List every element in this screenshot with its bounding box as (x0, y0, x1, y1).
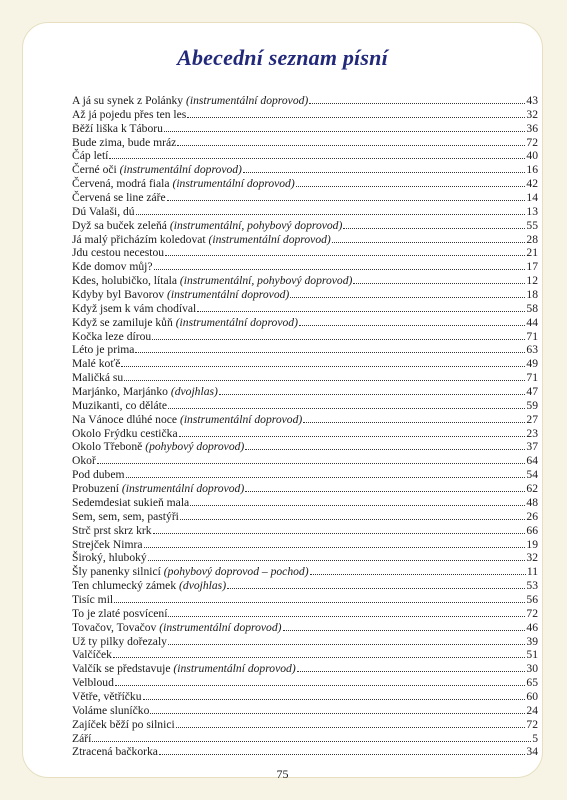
song-page-number: 62 (526, 482, 538, 496)
dot-leader (154, 269, 526, 270)
song-title: Když se zamiluje kůň (72, 315, 173, 329)
song-title: Černé oči (72, 163, 117, 177)
dot-leader (92, 741, 531, 742)
song-page-number: 59 (526, 398, 538, 412)
list-item (72, 136, 538, 150)
list-item (72, 233, 538, 247)
song-title: Běží liška k Táboru (72, 121, 163, 135)
song-title: Ztracená bačkorka (72, 745, 158, 759)
song-page-number: 55 (526, 218, 538, 232)
dot-leader (343, 228, 525, 229)
song-page-number: 26 (526, 509, 538, 523)
list-item (72, 662, 538, 676)
list-item (72, 704, 538, 718)
dot-leader (143, 699, 526, 700)
song-note: (instrumentální doprovod) (172, 177, 295, 191)
dot-leader (219, 394, 526, 395)
list-item (72, 385, 538, 399)
page-number: 75 (276, 767, 289, 781)
song-title: Kdes, holubičko, lítala (72, 274, 177, 288)
song-title: Okolo Třeboně (72, 440, 143, 454)
song-title: Větře, větříčku (72, 689, 142, 703)
list-item (72, 468, 538, 482)
song-page-number: 65 (526, 676, 538, 690)
song-page-number: 71 (526, 329, 538, 343)
dot-leader (114, 602, 525, 603)
song-title: Malé koťě (72, 357, 121, 371)
song-page-number: 42 (526, 177, 538, 191)
dot-leader (243, 172, 525, 173)
song-note: (instrumentální doprovod) (179, 412, 303, 426)
list-item (72, 357, 538, 371)
dot-leader (290, 297, 525, 298)
list-item (72, 399, 538, 413)
song-title: Červená se line záře (72, 191, 166, 205)
song-title: Bude zima, bude mráz (72, 135, 177, 149)
song-page-number: 49 (526, 357, 538, 371)
song-page-number: 56 (526, 592, 538, 606)
dot-leader (245, 449, 525, 450)
list-item (72, 274, 538, 288)
dot-leader (197, 311, 525, 312)
song-note: (instrumentální, pohybový doprovod) (179, 274, 353, 288)
song-page-number: 72 (526, 135, 538, 149)
song-note: (instrumentální doprovod) (208, 232, 331, 246)
song-note: (instrumentální doprovod) (173, 662, 296, 676)
song-page-number: 27 (526, 412, 538, 426)
dot-leader (159, 754, 525, 755)
song-title: Léto je prima (72, 343, 135, 357)
song-title: Marjánko, Marjánko (72, 385, 168, 399)
list-item (72, 524, 538, 538)
song-page-number: 11 (526, 565, 538, 579)
song-title: Široký, hluboký (72, 551, 147, 565)
dot-leader (167, 200, 526, 201)
dot-leader (353, 283, 525, 284)
list-item (72, 205, 538, 219)
song-title: Čáp letí (72, 149, 109, 163)
song-title: Kdyby byl Bavorov (72, 288, 165, 302)
song-title: Maličká su (72, 371, 124, 385)
song-title: A já su synek z Polánky (72, 94, 184, 107)
song-title: Strejček Nimra (72, 537, 143, 551)
song-page-number: 66 (526, 523, 538, 537)
song-note: (instrumentální doprovod) (167, 288, 290, 302)
song-note: (instrumentální doprovod) (175, 315, 298, 329)
song-page-number: 47 (526, 385, 538, 399)
list-item (72, 745, 538, 759)
list-item (72, 482, 538, 496)
list-item (72, 690, 538, 704)
dot-leader (299, 325, 525, 326)
song-title: Kde domov můj? (72, 260, 153, 274)
song-title: Já malý přicházím koledovat (72, 232, 206, 246)
list-item (72, 177, 538, 191)
dot-leader (309, 103, 525, 104)
dot-leader (126, 477, 526, 478)
song-page-number: 21 (526, 246, 538, 260)
list-item (72, 607, 538, 621)
list-item (72, 94, 538, 108)
list-item (72, 330, 538, 344)
dot-leader (187, 117, 525, 118)
song-page-number: 12 (526, 274, 538, 288)
song-title: Probuzení (72, 482, 120, 496)
dot-leader (245, 491, 525, 492)
song-title: Okoř (72, 454, 96, 468)
list-item (72, 718, 538, 732)
song-note: (instrumentální doprovod) (119, 163, 242, 177)
song-note: (instrumentální doprovod) (121, 482, 245, 496)
song-note: (dvojhlas) (179, 579, 227, 593)
dot-leader (168, 644, 525, 645)
dot-leader (176, 727, 526, 728)
dot-leader (121, 366, 525, 367)
dot-leader (310, 574, 526, 575)
list-item (72, 343, 538, 357)
song-page-number: 43 (526, 94, 538, 107)
dot-leader (115, 685, 526, 686)
song-title: Až já pojedu přes ten les (72, 107, 187, 121)
song-page-number: 46 (526, 620, 538, 634)
dot-leader (150, 713, 525, 714)
dot-leader (153, 533, 526, 534)
song-note: (instrumentální, pohybový doprovod) (169, 218, 343, 232)
song-title: Sedemdesiat sukieň mala (72, 495, 190, 509)
song-title: Šly panenky silnicí (72, 565, 161, 579)
list-item (72, 316, 538, 330)
song-page-number: 5 (532, 731, 538, 745)
list-item (72, 648, 538, 662)
list-item (72, 732, 538, 746)
dot-leader (165, 255, 525, 256)
song-page-number: 53 (526, 579, 538, 593)
song-note: (pohybový doprovod) (145, 440, 245, 454)
list-item (72, 246, 538, 260)
dot-leader (296, 186, 526, 187)
list-item (72, 635, 538, 649)
song-note: (pohybový doprovod – pochod) (163, 565, 309, 579)
document-page (22, 22, 543, 781)
song-note: (dvojhlas) (170, 385, 218, 399)
song-title: Červená, modrá fiala (72, 177, 170, 191)
dot-leader (283, 630, 526, 631)
dot-leader (177, 145, 525, 146)
song-page-number: 48 (526, 495, 538, 509)
dot-leader (227, 588, 525, 589)
song-page-number: 28 (526, 232, 538, 246)
song-page-number: 58 (526, 301, 538, 315)
song-title: Velbloud (72, 676, 114, 690)
song-page-number: 44 (526, 315, 538, 329)
dot-leader (168, 408, 525, 409)
dot-leader (180, 519, 525, 520)
song-page-number: 72 (526, 606, 538, 620)
song-title: Valčík se představuje (72, 662, 171, 676)
song-page-number: 36 (526, 121, 538, 135)
dot-leader (152, 339, 525, 340)
list-item (72, 191, 538, 205)
song-title: Už ty pilky dořezaly (72, 634, 167, 648)
dot-leader (135, 352, 525, 353)
song-page-number: 54 (526, 468, 538, 482)
list-item (72, 122, 538, 136)
song-title: Zajíček běží po silnici (72, 717, 175, 731)
song-page-number: 17 (526, 260, 538, 274)
list-item (72, 551, 538, 565)
song-title: To je zlaté posvícení (72, 606, 168, 620)
song-title: Valčíček (72, 648, 112, 662)
song-page-number: 51 (526, 648, 538, 662)
song-title: Strč prst skrz krk (72, 523, 152, 537)
song-page-number: 14 (526, 191, 538, 205)
list-item (72, 163, 538, 177)
list-item (72, 496, 538, 510)
list-item (72, 413, 538, 427)
song-page-number: 37 (526, 440, 538, 454)
song-page-number: 16 (526, 163, 538, 177)
song-title: Dyž sa buček zeleňá (72, 218, 167, 232)
song-page-number: 71 (526, 371, 538, 385)
list-item (72, 302, 538, 316)
song-page-number: 34 (526, 745, 538, 759)
song-page-number: 64 (526, 454, 538, 468)
dot-leader (190, 505, 525, 506)
song-note: (instrumentální doprovod) (159, 620, 282, 634)
song-page-number: 18 (526, 288, 538, 302)
dot-leader (113, 657, 525, 658)
dot-leader (179, 436, 526, 437)
song-note: (instrumentální doprovod) (186, 94, 309, 107)
song-page-number: 19 (526, 537, 538, 551)
list-item (72, 440, 538, 454)
dot-leader (168, 616, 525, 617)
song-title: Okolo Frýdku cestička (72, 426, 178, 440)
list-item (72, 510, 538, 524)
song-title: Pod dubem (72, 468, 125, 482)
dot-leader (148, 560, 526, 561)
song-title: Září (72, 731, 92, 745)
song-title: Tovačov, Tovačov (72, 620, 157, 634)
list-item (72, 260, 538, 274)
dot-leader (144, 547, 526, 548)
list-item (72, 538, 538, 552)
song-page-number: 60 (526, 689, 538, 703)
dot-leader (332, 242, 526, 243)
song-title: Jdu cestou necestou (72, 246, 165, 260)
song-page-number: 32 (526, 551, 538, 565)
list-item (72, 676, 538, 690)
list-item (72, 108, 538, 122)
song-title: Muzikanti, co děláte (72, 398, 167, 412)
song-page-number: 32 (526, 107, 538, 121)
list-item (72, 427, 538, 441)
list-item (72, 621, 538, 635)
song-page-number: 39 (526, 634, 538, 648)
song-title: Ten chlumecký zámek (72, 579, 177, 593)
song-page-number: 72 (526, 717, 538, 731)
song-title: Sem, sem, sem, pastýři (72, 509, 179, 523)
dot-leader (109, 158, 525, 159)
song-page-number: 23 (526, 426, 538, 440)
song-page-number: 63 (526, 343, 538, 357)
dot-leader (97, 463, 526, 464)
song-title: Kočka leze dírou (72, 329, 152, 343)
song-title: Na Vánoce dlúhé noce (72, 412, 178, 426)
song-title: Tisíc mil (72, 592, 114, 606)
list-item (72, 454, 538, 468)
list-item (72, 565, 538, 579)
list-item (72, 149, 538, 163)
dot-leader (124, 380, 525, 381)
song-page-number: 40 (526, 149, 538, 163)
list-item (72, 579, 538, 593)
dot-leader (297, 671, 526, 672)
song-index-list (72, 94, 538, 759)
list-item (72, 593, 538, 607)
list-item (72, 219, 538, 233)
song-title: Dú Valaši, dú (72, 204, 135, 218)
list-item (72, 288, 538, 302)
dot-leader (136, 214, 526, 215)
list-item (72, 371, 538, 385)
song-page-number: 30 (526, 662, 538, 676)
dot-leader (303, 422, 525, 423)
song-page-number: 24 (526, 703, 538, 717)
dot-leader (164, 131, 526, 132)
page-title: Abecední seznam písní (177, 45, 388, 70)
song-page-number: 13 (526, 204, 538, 218)
song-title: Když jsem k vám chodíval (72, 301, 197, 315)
song-title: Voláme sluníčko (72, 703, 150, 717)
